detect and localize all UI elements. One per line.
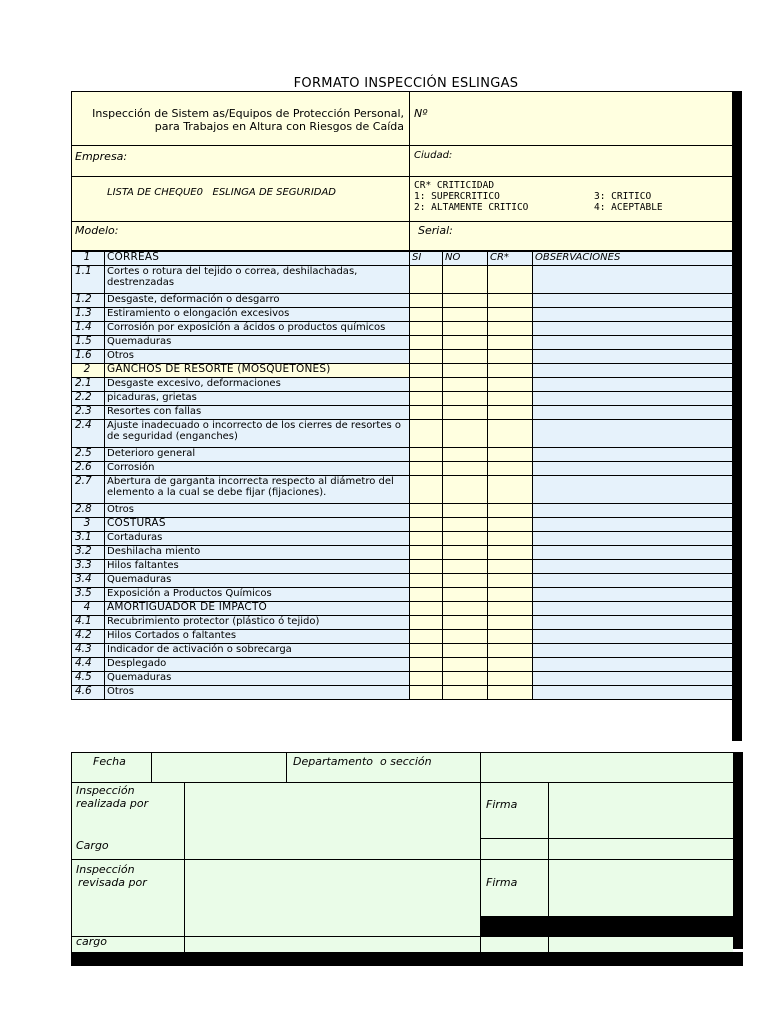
modelo-label: Modelo: xyxy=(75,224,119,237)
empresa-label: Empresa: xyxy=(75,150,128,163)
si-cell xyxy=(410,616,443,630)
checklist-row xyxy=(72,560,742,574)
observaciones-cell xyxy=(533,560,733,574)
row-edge xyxy=(733,308,742,322)
item-number: 2.1 xyxy=(72,378,105,392)
item-number: 3.4 xyxy=(72,574,105,588)
item-number: 2.2 xyxy=(72,392,105,406)
cr-cell xyxy=(488,588,533,602)
no-cell xyxy=(443,672,488,686)
observaciones-cell xyxy=(533,504,733,518)
section-row xyxy=(72,364,742,378)
row-edge xyxy=(733,406,742,420)
item-label: Cortaduras xyxy=(105,532,410,546)
row-edge xyxy=(733,574,742,588)
no-cell xyxy=(443,560,488,574)
item-number: 4.6 xyxy=(72,686,105,700)
checklist-row xyxy=(72,448,742,462)
observaciones-cell xyxy=(533,392,733,406)
no-cell xyxy=(443,406,488,420)
si-cell xyxy=(410,350,443,364)
item-label: Exposición a Productos Químicos xyxy=(105,588,410,602)
no-cell xyxy=(443,350,488,364)
si-cell xyxy=(410,686,443,700)
item-number: 3.2 xyxy=(72,546,105,560)
no-cell xyxy=(443,574,488,588)
si-cell xyxy=(410,308,443,322)
si-cell xyxy=(410,518,443,532)
item-number: 1.1 xyxy=(72,266,105,294)
cr-cell xyxy=(488,644,533,658)
si-cell xyxy=(410,588,443,602)
observaciones-cell xyxy=(533,308,733,322)
checklist-row xyxy=(72,672,742,686)
item-label: Hilos Cortados o faltantes xyxy=(105,630,410,644)
row-edge xyxy=(733,504,742,518)
item-label: Estiramiento o elongación excesivos xyxy=(105,308,410,322)
item-number: 4.1 xyxy=(72,616,105,630)
item-number: 2.7 xyxy=(72,476,105,504)
observaciones-cell xyxy=(533,672,733,686)
observaciones-cell xyxy=(533,546,733,560)
item-number: 2.5 xyxy=(72,448,105,462)
row-edge xyxy=(733,336,742,350)
checklist-row xyxy=(72,308,742,322)
row-edge xyxy=(733,266,742,294)
si-cell xyxy=(410,574,443,588)
observaciones-cell xyxy=(533,686,733,700)
no-cell xyxy=(443,546,488,560)
item-number: 3 xyxy=(72,518,105,532)
item-label: Otros xyxy=(105,686,410,700)
item-label: Recubrimiento protector (plástico ó tejido) xyxy=(105,616,410,630)
si-cell xyxy=(410,392,443,406)
row-edge xyxy=(733,350,742,364)
item-label: Cortes o rotura del tejido o correa, deshilachadas, destrenzadas xyxy=(105,266,410,294)
checklist-row xyxy=(72,532,742,546)
item-number: 4.5 xyxy=(72,672,105,686)
item-number: 4.4 xyxy=(72,658,105,672)
row-edge xyxy=(733,392,742,406)
col-cr-header: CR* xyxy=(488,252,533,266)
observaciones-cell xyxy=(533,476,733,504)
si-cell xyxy=(410,560,443,574)
row-edge xyxy=(733,322,742,336)
item-number: 1.5 xyxy=(72,336,105,350)
row-edge xyxy=(733,686,742,700)
cr-cell xyxy=(488,364,533,378)
row-edge xyxy=(733,630,742,644)
no-cell xyxy=(443,308,488,322)
checklist-row xyxy=(72,616,742,630)
checklist-table xyxy=(71,251,742,700)
observaciones-cell xyxy=(533,532,733,546)
lista-chequeo-label: LISTA DE CHEQUE0 ESLINGA DE SEGURIDAD xyxy=(107,187,337,198)
checklist-row xyxy=(72,392,742,406)
si-cell xyxy=(410,658,443,672)
checklist-row xyxy=(72,420,742,448)
observaciones-cell xyxy=(533,574,733,588)
cr-cell xyxy=(488,518,533,532)
checklist-row xyxy=(72,686,742,700)
cr-cell xyxy=(488,406,533,420)
checklist-row xyxy=(72,406,742,420)
no-cell xyxy=(443,658,488,672)
no-cell xyxy=(443,630,488,644)
no-cell xyxy=(443,336,488,350)
observaciones-cell xyxy=(533,364,733,378)
item-label: GANCHOS DE RESORTE (MOSQUETONES) xyxy=(105,364,410,378)
si-cell xyxy=(410,364,443,378)
observaciones-cell xyxy=(533,588,733,602)
cr-cell xyxy=(488,350,533,364)
si-cell xyxy=(410,532,443,546)
cr-cell xyxy=(488,602,533,616)
item-label: Deshilacha miento xyxy=(105,546,410,560)
si-cell xyxy=(410,406,443,420)
col-observaciones-header: OBSERVACIONES xyxy=(533,252,733,266)
serial-label: Serial: xyxy=(418,224,453,237)
no-cell xyxy=(443,476,488,504)
checklist-row xyxy=(72,504,742,518)
checklist-row xyxy=(72,294,742,308)
inspeccion-realizada-label: Inspección realizada por xyxy=(76,784,149,810)
row-edge xyxy=(733,560,742,574)
firma1-label: Firma xyxy=(486,798,518,811)
item-number: 4.3 xyxy=(72,644,105,658)
checklist-row xyxy=(72,462,742,476)
no-cell xyxy=(443,462,488,476)
section-row xyxy=(72,252,742,266)
item-label: Ajuste inadecuado o incorrecto de los cierres de resortes o de seguridad (enganches) xyxy=(105,420,410,448)
item-label: Corrosión por exposición a ácidos o productos químicos xyxy=(105,322,410,336)
item-number: 3.3 xyxy=(72,560,105,574)
si-cell xyxy=(410,476,443,504)
col-si-header: SI xyxy=(410,252,443,266)
cr-cell xyxy=(488,294,533,308)
ciudad-label: Ciudad: xyxy=(414,150,453,161)
checklist-row xyxy=(72,476,742,504)
section-row xyxy=(72,602,742,616)
observaciones-cell xyxy=(533,294,733,308)
si-cell xyxy=(410,294,443,308)
firma2-label: Firma xyxy=(486,876,518,889)
cr-cell xyxy=(488,336,533,350)
no-cell xyxy=(443,588,488,602)
row-edge xyxy=(733,378,742,392)
criticidad-legend: CR* CRITICIDAD 1: SUPERCRITICO 3: CRITICO 2: ALTAMENTE CRITICO 4: ACEPTABLE xyxy=(414,180,663,213)
item-number: 1.4 xyxy=(72,322,105,336)
row-edge xyxy=(733,672,742,686)
item-label: COSTURAS xyxy=(105,518,410,532)
cr-cell xyxy=(488,630,533,644)
cr-cell xyxy=(488,462,533,476)
checklist-row xyxy=(72,350,742,364)
no-cell xyxy=(443,644,488,658)
observaciones-cell xyxy=(533,420,733,448)
page-title: FORMATO INSPECCIÓN ESLINGAS xyxy=(293,76,519,91)
si-cell xyxy=(410,462,443,476)
no-cell xyxy=(443,378,488,392)
checklist-row xyxy=(72,266,742,294)
checklist-row xyxy=(72,588,742,602)
no-cell xyxy=(443,392,488,406)
row-edge xyxy=(733,294,742,308)
cr-cell xyxy=(488,560,533,574)
si-cell xyxy=(410,322,443,336)
row-edge xyxy=(733,546,742,560)
checklist-row xyxy=(72,336,742,350)
item-number: 2 xyxy=(72,364,105,378)
cr-cell xyxy=(488,322,533,336)
no-cell xyxy=(443,294,488,308)
observaciones-cell xyxy=(533,518,733,532)
checklist-row xyxy=(72,644,742,658)
item-number: 2.3 xyxy=(72,406,105,420)
item-label: Quemaduras xyxy=(105,672,410,686)
observaciones-cell xyxy=(533,322,733,336)
observaciones-cell xyxy=(533,644,733,658)
item-label: Otros xyxy=(105,350,410,364)
item-label: Otros xyxy=(105,504,410,518)
no-cell xyxy=(443,616,488,630)
inspeccion-revisada-label: Inspección revisada por xyxy=(76,863,147,889)
cr-cell xyxy=(488,532,533,546)
item-label: Desgaste, deformación o desgarro xyxy=(105,294,410,308)
item-number: 3.5 xyxy=(72,588,105,602)
cargo1-label: Cargo xyxy=(76,839,109,852)
item-label: Desgaste excesivo, deformaciones xyxy=(105,378,410,392)
si-cell xyxy=(410,448,443,462)
fecha-label: Fecha xyxy=(93,755,126,768)
row-edge xyxy=(733,462,742,476)
observaciones-cell xyxy=(533,336,733,350)
cr-cell xyxy=(488,546,533,560)
observaciones-cell xyxy=(533,616,733,630)
numero-label: Nº xyxy=(414,107,428,120)
checklist-row xyxy=(72,630,742,644)
observaciones-cell xyxy=(533,350,733,364)
row-edge xyxy=(733,476,742,504)
no-cell xyxy=(443,448,488,462)
item-label: Desplegado xyxy=(105,658,410,672)
item-number: 1.2 xyxy=(72,294,105,308)
observaciones-cell xyxy=(533,266,733,294)
checklist-row xyxy=(72,322,742,336)
si-cell xyxy=(410,672,443,686)
item-label: Hilos faltantes xyxy=(105,560,410,574)
cr-cell xyxy=(488,378,533,392)
item-number: 1 xyxy=(72,252,105,266)
observaciones-cell xyxy=(533,448,733,462)
cr-cell xyxy=(488,392,533,406)
no-cell xyxy=(443,686,488,700)
item-number: 3.1 xyxy=(72,532,105,546)
cargo2-label: cargo xyxy=(76,935,108,948)
cr-cell xyxy=(488,686,533,700)
cr-cell xyxy=(488,616,533,630)
item-number: 1.3 xyxy=(72,308,105,322)
observaciones-cell xyxy=(533,406,733,420)
cr-cell xyxy=(488,266,533,294)
row-edge xyxy=(733,420,742,448)
item-number: 2.8 xyxy=(72,504,105,518)
si-cell xyxy=(410,546,443,560)
row-edge xyxy=(733,518,742,532)
item-label: Quemaduras xyxy=(105,574,410,588)
item-label: Corrosión xyxy=(105,462,410,476)
item-number: 2.4 xyxy=(72,420,105,448)
no-cell xyxy=(443,532,488,546)
col-no-header: NO xyxy=(443,252,488,266)
item-label: Deterioro general xyxy=(105,448,410,462)
item-label: Indicador de activación o sobrecarga xyxy=(105,644,410,658)
si-cell xyxy=(410,336,443,350)
checklist-row xyxy=(72,378,742,392)
item-number: 4 xyxy=(72,602,105,616)
row-edge xyxy=(733,364,742,378)
observaciones-cell xyxy=(533,630,733,644)
item-label: CORREAS xyxy=(105,252,410,266)
cr-cell xyxy=(488,504,533,518)
no-cell xyxy=(443,518,488,532)
item-number: 1.6 xyxy=(72,350,105,364)
item-label: AMORTIGUADOR DE IMPACTO xyxy=(105,602,410,616)
no-cell xyxy=(443,420,488,448)
cr-cell xyxy=(488,658,533,672)
cr-cell xyxy=(488,420,533,448)
row-edge xyxy=(733,658,742,672)
no-cell xyxy=(443,602,488,616)
section-row xyxy=(72,518,742,532)
cr-cell xyxy=(488,476,533,504)
row-edge xyxy=(733,448,742,462)
si-cell xyxy=(410,378,443,392)
item-number: 4.2 xyxy=(72,630,105,644)
row-edge xyxy=(733,252,742,266)
row-edge xyxy=(733,602,742,616)
observaciones-cell xyxy=(533,658,733,672)
observaciones-cell xyxy=(533,378,733,392)
item-label: Quemaduras xyxy=(105,336,410,350)
item-label: Resortes con fallas xyxy=(105,406,410,420)
si-cell xyxy=(410,266,443,294)
si-cell xyxy=(410,630,443,644)
cr-cell xyxy=(488,448,533,462)
cr-cell xyxy=(488,574,533,588)
no-cell xyxy=(443,504,488,518)
observaciones-cell xyxy=(533,602,733,616)
checklist-row xyxy=(72,658,742,672)
header-intro: Inspección de Sistem as/Equipos de Protección Personal, para Trabajos en Altura con Riesgos de Caída xyxy=(92,107,404,133)
no-cell xyxy=(443,266,488,294)
row-edge xyxy=(733,616,742,630)
observaciones-cell xyxy=(533,462,733,476)
checklist-row xyxy=(72,546,742,560)
si-cell xyxy=(410,504,443,518)
row-edge xyxy=(733,588,742,602)
si-cell xyxy=(410,644,443,658)
row-edge xyxy=(733,644,742,658)
cr-cell xyxy=(488,672,533,686)
checklist-row xyxy=(72,574,742,588)
row-edge xyxy=(733,532,742,546)
no-cell xyxy=(443,364,488,378)
item-label: picaduras, grietas xyxy=(105,392,410,406)
si-cell xyxy=(410,420,443,448)
cr-cell xyxy=(488,308,533,322)
item-number: 2.6 xyxy=(72,462,105,476)
si-cell xyxy=(410,602,443,616)
no-cell xyxy=(443,322,488,336)
departamento-label: Departamento o sección xyxy=(293,755,432,768)
item-label: Abertura de garganta incorrecta respecto al diámetro del elemento a la cual se debe fijar (fijaciones). xyxy=(105,476,410,504)
